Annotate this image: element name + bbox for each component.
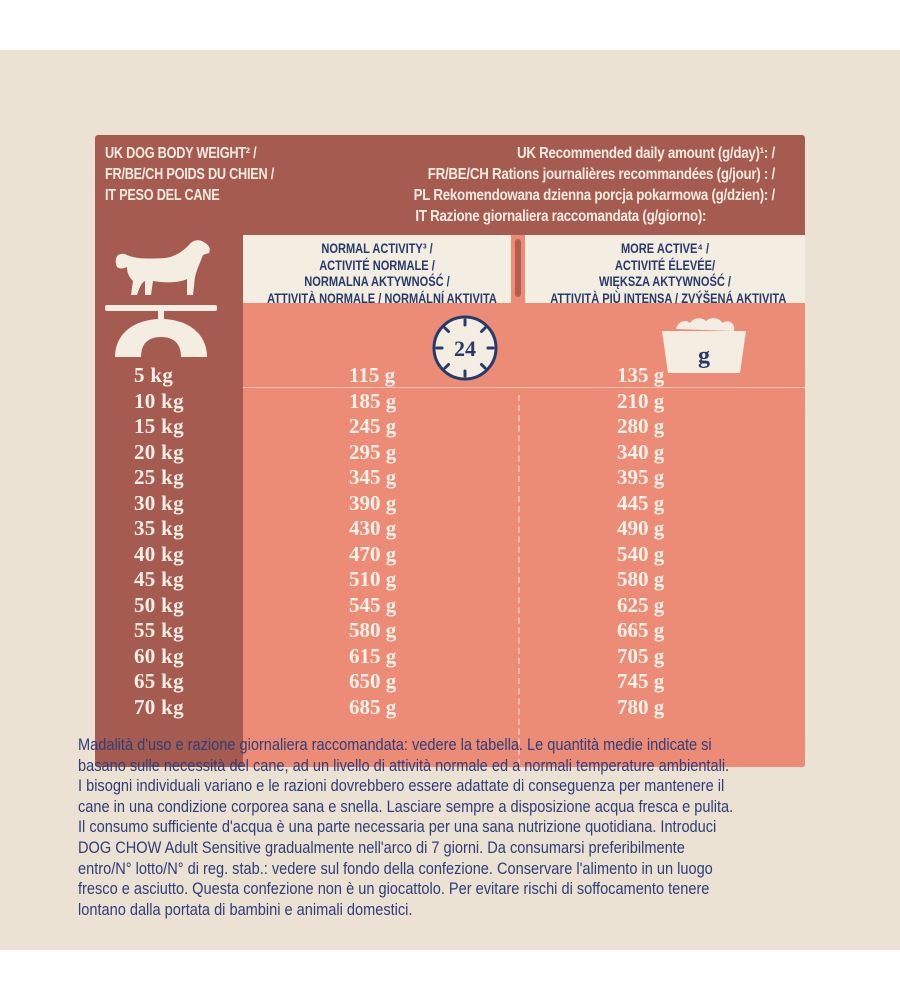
normal-amount-column [349,363,479,720]
normal-amount-cell: 185 g [349,388,397,413]
amount-header-line: UK Recommended daily amount (g/day)¹: / [516,145,775,162]
instruction-line: entro/N° lotto/N° di reg. stab.: vedere sul fondo della confezione. Conservare l'alimento in un luogo [78,859,713,878]
weight-cell: 25 kg [134,465,184,489]
active-amount-cell: 625 g [617,592,665,617]
normal-amount-cell: 545 g [349,592,397,617]
normal-amount-cell: 295 g [349,439,397,464]
instruction-line: Il consumo sufficiente d'acqua è una parte necessaria per una sana nutrizione quotidiana. Introduci [78,818,717,837]
weight-header [105,143,274,206]
weight-cell: 45 kg [134,567,184,591]
weight-cell: 40 kg [134,541,184,566]
weight-cell: 30 kg [134,490,184,515]
normal-activity-header [243,235,511,306]
active-amount-column [617,363,747,720]
weight-cell: 60 kg [134,643,184,668]
instruction-line: basano sulle necessità del cane, ad un livello di attività normale ed a normali temperature ambientali. [78,756,730,775]
normal-amount-cell: 345 g [349,465,397,489]
weight-header-line: FR/BE/CH POIDS DU CHIEN / [105,166,274,183]
active-amount-cell: 340 g [617,439,665,464]
normal-header-line: ACTIVITÉ NORMALE / [319,257,435,273]
header-divider [511,235,525,303]
active-header-line: ATTIVITÀ PIÙ INTENSA / ZVÝŠENÁ AKTIVITA [550,290,787,306]
normal-amount-cell: 510 g [349,567,397,591]
weight-cell: 15 kg [134,414,184,438]
normal-amount-cell: 470 g [349,541,397,566]
weight-cell: 55 kg [134,618,184,642]
amount-header-line: FR/BE/CH Rations journalières recommandées (g/jour) : / [427,166,775,183]
weight-cell: 20 kg [134,439,184,464]
active-amount-cell: 705 g [617,643,665,668]
active-amount-cell: 540 g [617,541,665,566]
active-amount-cell: 445 g [617,490,665,515]
weight-header-line: UK DOG BODY WEIGHT² / [105,145,257,162]
instruction-line: Madalità d'uso e razione giornaliera raccomandata: vedere la tabella. Le quantità medie indicate si [78,736,712,754]
normal-header-line: ATTIVITÀ NORMALE / NORMÁLNÍ AKTIVITA [267,290,497,306]
amount-header-line: PL Rekomendowana dzienna porcja pokarmowa (g/dzien): / [413,187,775,204]
normal-amount-cell: 245 g [349,414,397,438]
instruction-line: DOG CHOW Adult Sensitive gradualmente nell'arco di 7 giorni. Da consumarsi preferibilmente [78,838,685,857]
instruction-line: I bisogni individuali variano e le razioni dovrebbero essere adattate di conseguenza per mantenere il [78,777,725,796]
weight-column [134,363,244,720]
normal-header-line: NORMAL ACTIVITY³ / [321,241,433,256]
active-amount-cell: 745 g [617,669,665,693]
normal-amount-cell: 650 g [349,669,397,693]
active-amount-cell: 210 g [617,388,665,413]
weight-cell: 5 kg [134,363,174,387]
active-amount-cell: 490 g [617,516,665,540]
bowl-label: g [698,343,710,369]
column-divider [518,395,520,765]
normal-amount-cell: 430 g [349,516,397,540]
active-amount-cell: 395 g [617,465,665,489]
weight-cell: 65 kg [134,669,184,693]
normal-amount-cell: 685 g [349,694,397,719]
amount-header-line: IT Razione giornaliera raccomandata (g/giorno): [415,208,707,225]
active-amount-cell: 665 g [617,618,665,642]
dog-on-scale-icon [105,237,223,367]
clock-label: 24 [454,336,476,361]
instruction-line: cane in una condizione corporea sana e snella. Lasciare sempre a disposizione acqua fresca e pulita. [78,797,734,816]
active-amount-cell: 135 g [617,363,665,387]
weight-cell: 70 kg [134,694,184,719]
active-amount-cell: 580 g [617,567,665,591]
more-active-header [525,235,805,306]
normal-amount-cell: 615 g [349,643,397,668]
weight-cell: 10 kg [134,388,184,413]
normal-amount-cell: 115 g [349,363,396,387]
normal-amount-cell: 580 g [349,618,397,642]
weight-header-line: IT PESO DEL CANE [105,187,220,204]
active-header-line: MORE ACTIVE⁴ / [620,241,710,256]
normal-amount-cell: 390 g [349,490,397,515]
active-header-line: WIĘKSZA AKTYWNOŚĆ / [598,274,732,289]
feeding-guide [0,50,900,950]
active-header-line: ACTIVITÉ ÉLEVÉE/ [614,257,716,273]
usage-instructions [78,735,762,920]
weight-cell: 50 kg [134,592,184,617]
instruction-line: lontano dalla portata di bambini e animali domestici. [78,900,413,919]
amount-header [345,143,775,227]
normal-header-line: NORMALNA AKTYWNOŚĆ / [304,274,450,289]
active-amount-cell: 280 g [617,414,665,438]
active-amount-cell: 780 g [617,694,665,719]
instruction-line: fresco e asciutto. Questa confezione non è un giocattolo. Per evitare rischi di soffocamento tenere [78,880,710,899]
weight-cell: 35 kg [134,516,184,540]
